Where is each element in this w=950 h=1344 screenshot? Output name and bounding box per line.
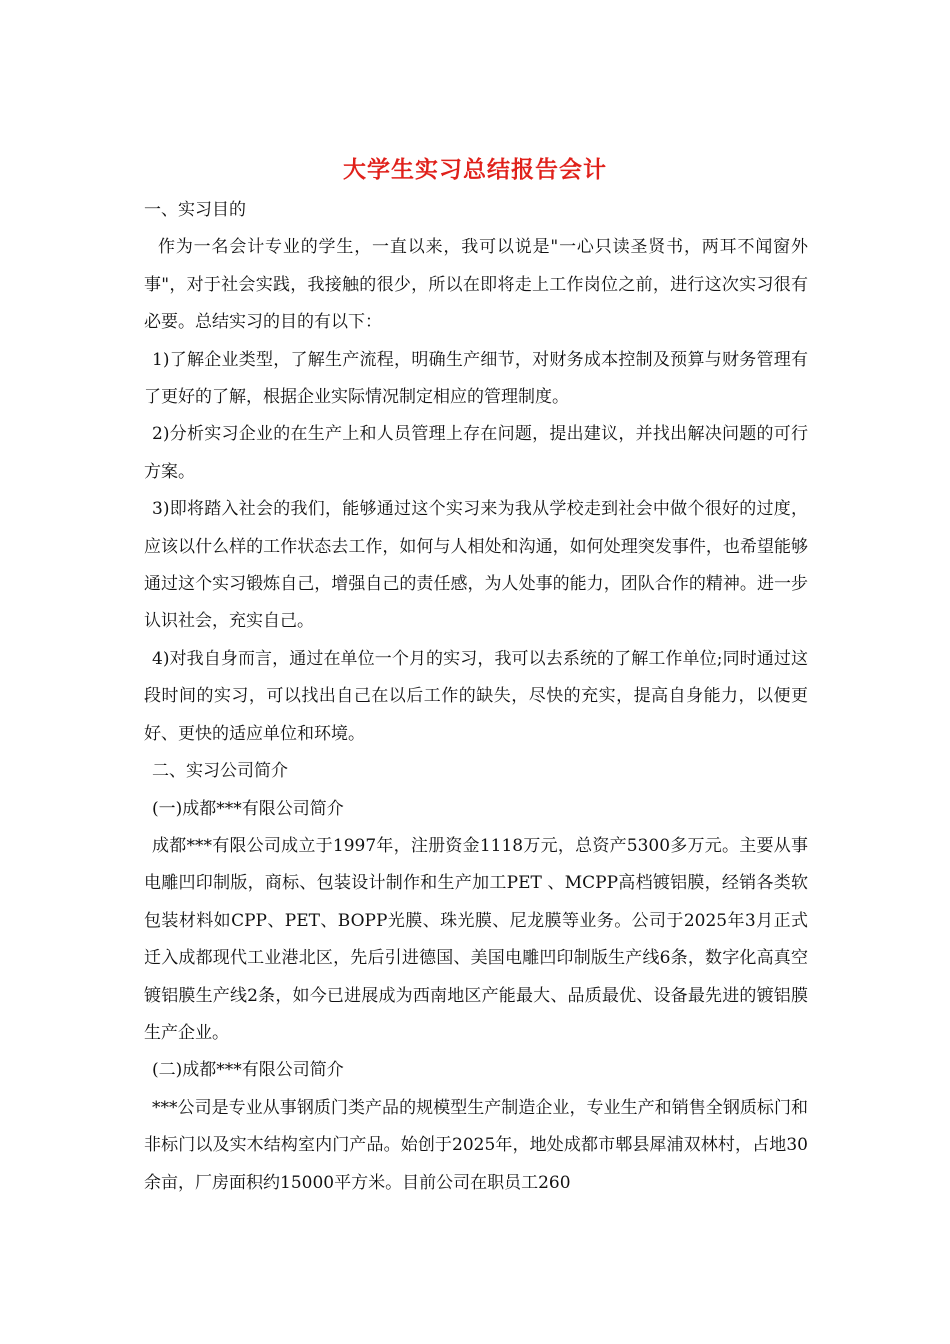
paragraph-purpose-2: 2)分析实习企业的在生产上和人员管理上存在问题，提出建议，并找出解决问题的可行方案。 — [144, 424, 808, 482]
section-heading-purpose: 一、实习目的 — [144, 200, 246, 220]
paragraph-purpose-1: 1)了解企业类型，了解生产流程，明确生产细节，对财务成本控制及预算与财务管理有了更好的了解，根据企业实际情况制定相应的管理制度。 — [144, 349, 808, 408]
subheading-company-2: (二)成都***有限公司简介 — [152, 1060, 344, 1081]
paragraph-purpose-4: 4)对我自身而言，通过在单位一个月的实习，我可以去系统的了解工作单位;同时通过这段时间的实习，可以找出自己在以后工作的缺失，尽快的充实，提高自身能力，以便更好、更快的适应单位和环境。 — [144, 648, 808, 744]
subheading-company-1: (一)成都***有限公司简介 — [152, 798, 344, 819]
paragraph-company-1: 成都***有限公司成立于1997年，注册资金1118万元，总资产5300多万元。主要从事电雕凹印制版，商标、包装设计制作和生产加工PET 、MCPP高档镀铝膜，经销各类软包装材料如CPP、PET、BOPP光膜、珠光膜、尼龙膜等业务。公司于2025年3月正式迁入成都现代工业港北区，先后引进德国、美国电雕凹印制版生产线6条，数字化高真空镀铝膜生产线2条，如今已进展成为西南地区产能最大、品质最优、设备最先进的镀铝膜生产企业。 — [144, 835, 808, 1043]
document-title: 大学生实习总结报告会计 — [343, 156, 607, 183]
paragraph-purpose-3: 3)即将踏入社会的我们，能够通过这个实习来为我从学校走到社会中做个很好的过度，应该以什么样的工作状态去工作，如何与人相处和沟通，如何处理突发事件，也希望能够通过这个实习锻炼自己，增强自己的责任感，为人处事的能力，团队合作的精神。进一步认识社会，充实自己。 — [144, 499, 808, 632]
paragraph-company-2: ***公司是专业从事钢质门类产品的规模型生产制造企业，专业生产和销售全钢质标门和非标门以及实木结构室内门产品。始创于2025年，地处成都市郫县犀浦双林村，占地30余亩，厂房面积约15000平方米。目前公司在职员工260 — [144, 1097, 808, 1193]
section-heading-company: 二、实习公司简介 — [152, 761, 288, 782]
paragraph-intro: 作为一名会计专业的学生，一直以来，我可以说是"一心只读圣贤书，两耳不闻窗外事"，对于社会实践，我接触的很少，所以在即将走上工作岗位之前，进行这次实习很有必要。总结实习的目的有以下： — [144, 237, 808, 333]
document-body — [144, 192, 808, 1202]
